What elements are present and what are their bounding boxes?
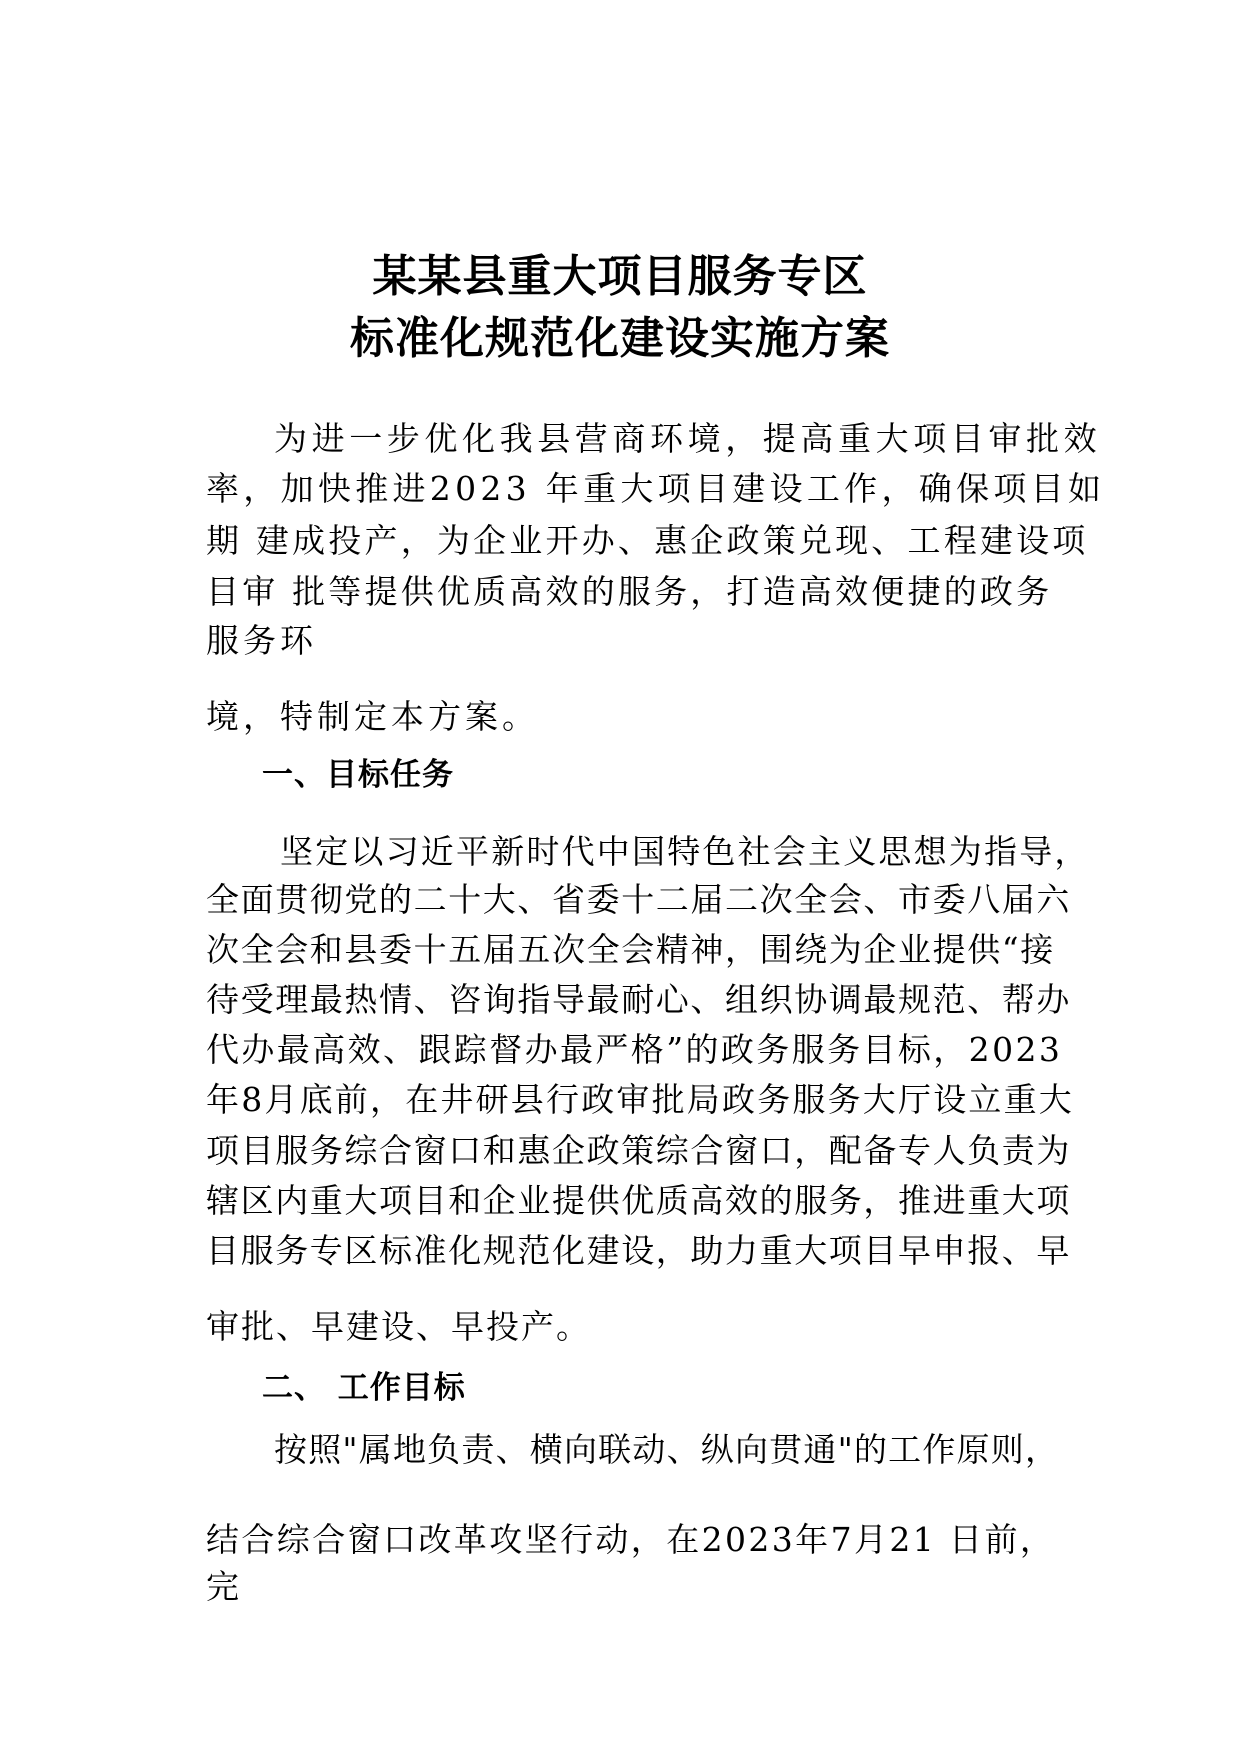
section-1-line: 项目服务综合窗口和惠企政策综合窗口，配备专人负责为 <box>206 1131 1071 1170</box>
section-1-line: 审批、早建设、早投产。 <box>206 1307 591 1346</box>
section-heading-work-goals: 二、 工作目标 <box>262 1370 466 1406</box>
intro-line: 目审 批等提供优质高效的服务，打造高效便捷的政务 <box>206 572 1053 611</box>
section-2-line: 完 <box>206 1567 239 1606</box>
intro-line: 服务环 <box>206 621 317 660</box>
section-1-line: 坚定以习近平新时代中国特色社会主义思想为指导， <box>280 832 1090 871</box>
section-1-line: 次全会和县委十五届五次全会精神，围绕为企业提供“接 <box>206 930 1055 969</box>
section-1-line: 待受理最热情、咨询指导最耐心、组织协调最规范、帮办 <box>206 980 1071 1019</box>
section-2-line: 结合综合窗口改革攻坚行动，在2023年7月21 日前， <box>206 1520 1056 1559</box>
section-1-line: 目服务专区标准化规范化建设，助力重大项目早申报、早 <box>206 1231 1071 1270</box>
intro-line: 率，加快推进2023 年重大项目建设工作，确保项目如 <box>206 469 1106 508</box>
section-1-line: 代办最高效、跟踪督办最严格”的政务服务目标，2023 <box>206 1030 1063 1069</box>
section-1-line: 辖区内重大项目和企业提供优质高效的服务，推进重大项 <box>206 1181 1071 1220</box>
document-title-line-2: 标准化规范化建设实施方案 <box>350 313 890 364</box>
section-heading-goals-tasks: 一、目标任务 <box>262 757 454 793</box>
section-2-line: 按照"属地负责、横向联动、纵向贯通"的工作原则， <box>274 1430 1060 1469</box>
document-title-line-1: 某某县重大项目服务专区 <box>372 251 868 302</box>
intro-line: 期 建成投产，为企业开办、惠企政策兑现、工程建设项 <box>206 521 1089 560</box>
intro-line: 境，特制定本方案。 <box>206 697 539 736</box>
section-1-line: 全面贯彻党的二十大、省委十二届二次全会、市委八届六 <box>206 880 1071 919</box>
section-1-line: 年8月底前，在井研县行政审批局政务服务大厅设立重大 <box>206 1080 1074 1119</box>
intro-line: 为进一步优化我县营商环境，提高重大项目审批效 <box>274 419 1102 458</box>
